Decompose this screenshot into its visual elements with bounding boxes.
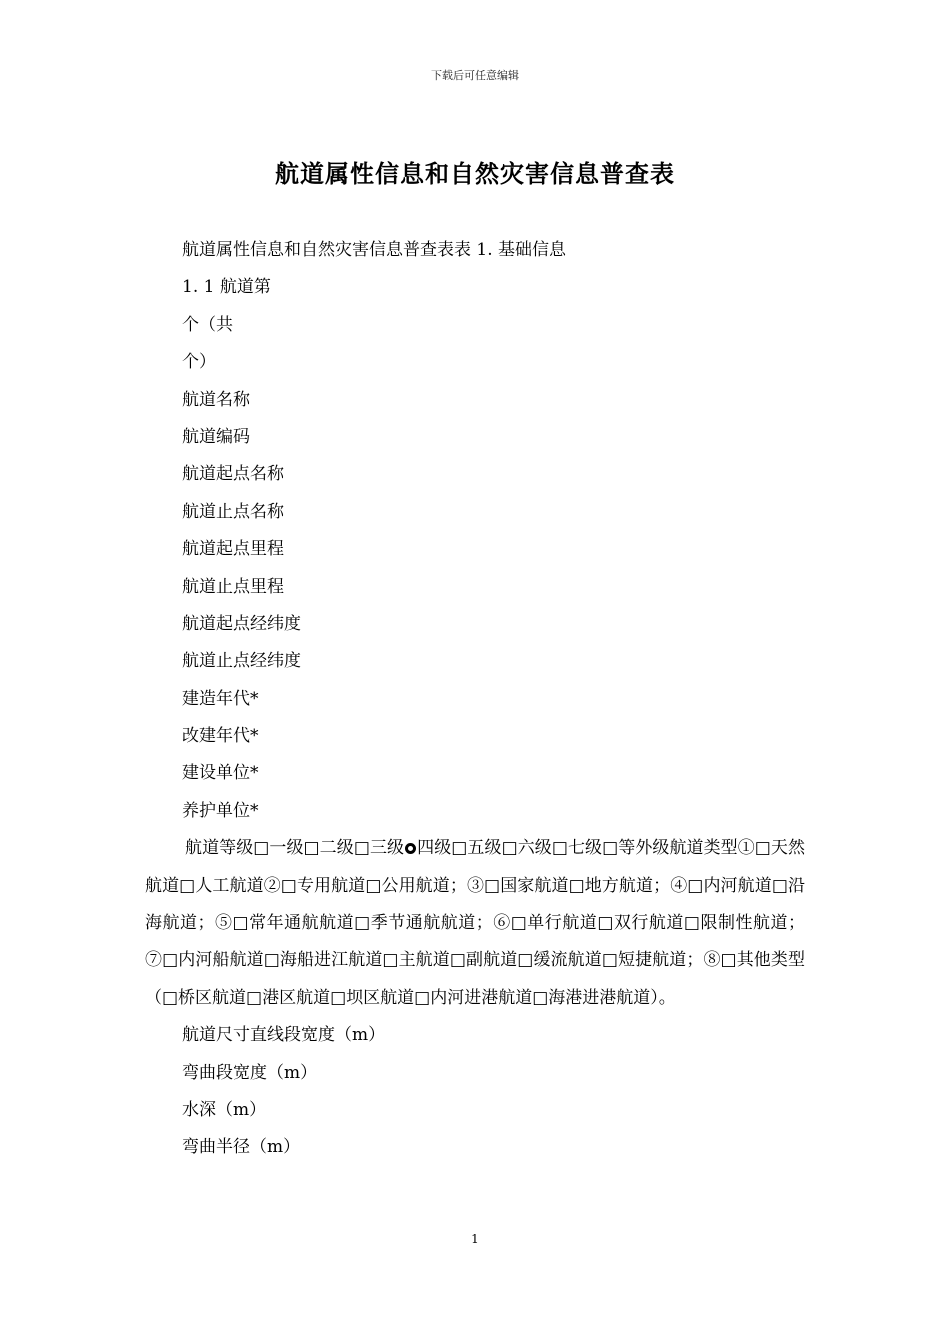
- field-label-rebuild-year: 改建年代*: [182, 726, 259, 747]
- page-header: 下载后可任意编辑: [431, 69, 519, 82]
- document-body: [145, 232, 805, 1167]
- field-label-bend-radius: 弯曲半径（m）: [182, 1137, 301, 1158]
- field-label-channel-code: 航道编码: [182, 426, 250, 447]
- field-label-end-mileage: 航道止点里程: [182, 576, 284, 597]
- field-label-start-coords: 航道起点经纬度: [182, 613, 301, 634]
- type-options-text: 四级□五级□六级□七级□等外级航道类型①□天然航道□人工航道②□专用航道□公用航道；③□国家航道□地方航道；④□内河航道□沿海航道；⑤□常年通航航道□季节通航航道；⑥□单行航道□双行航道□限制性航道；⑦□内河船航道□海船进江航道□主航道□副航道□缓流航道□短捷航道；⑧□其他类型（□桥区航道□港区航道□坝区航道□内河进港航道□海港进港航道）。: [145, 838, 806, 1008]
- page-number: 1: [471, 1232, 479, 1246]
- field-label-start-name: 航道起点名称: [182, 464, 284, 485]
- field-label-end-name: 航道止点名称: [182, 501, 284, 522]
- field-label-channel-index: 1. 1 航道第: [182, 277, 271, 298]
- field-label-straight-width: 航道尺寸直线段宽度（m）: [182, 1025, 386, 1046]
- page-title: 航道属性信息和自然灾害信息普查表: [275, 159, 675, 188]
- form-table-caption: 航道属性信息和自然灾害信息普查表表 1. 基础信息: [182, 240, 567, 260]
- field-label-depth: 水深（m）: [182, 1100, 267, 1121]
- field-label-maintainer: 养护单位*: [182, 800, 259, 821]
- field-label-builder: 建设单位*: [182, 763, 259, 784]
- field-label-build-year: 建造年代*: [182, 688, 259, 709]
- grade-options-text: 航道等级□一级□二级□三级: [185, 838, 405, 859]
- field-label-total-suffix: 个）: [182, 352, 216, 373]
- channel-grade-type-paragraph: [145, 830, 805, 1017]
- field-label-start-mileage: 航道起点里程: [182, 539, 284, 560]
- filled-radio-icon: [405, 843, 416, 854]
- field-label-total-prefix: 个（共: [182, 314, 233, 335]
- field-label-end-coords: 航道止点经纬度: [182, 651, 301, 672]
- field-label-channel-name: 航道名称: [182, 389, 250, 410]
- field-label-bend-width: 弯曲段宽度（m）: [182, 1062, 318, 1083]
